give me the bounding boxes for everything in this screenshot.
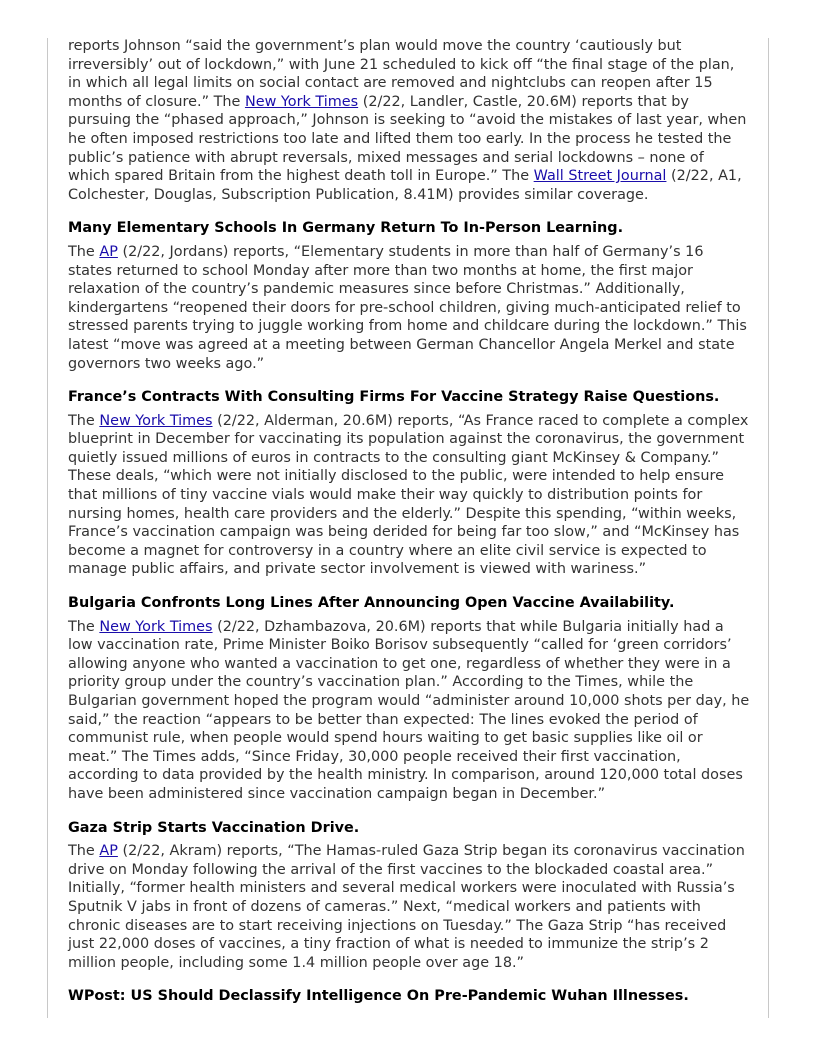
article-headline: WPost: US Should Declassify Intelligence On Pre-Pandemic Wuhan Illnesses. <box>68 988 689 1005</box>
source-link[interactable]: New York Times <box>99 412 213 429</box>
newsletter-content <box>68 37 750 1011</box>
wall-street-journal-link[interactable]: Wall Street Journal <box>533 168 667 185</box>
article-body: The AP (2/22, Jordans) reports, “Elementary students in more than half of Germany’s 16 states returned to school Monday after more than two months at home, the first major relaxation of the country’s pandemic measures since before Christmas.” Additionally, kindergartens “reopened their doors for pre-school children, giving much-anticipated relief to stressed parents trying to juggle working from home and childcare during the lockdown.” This latest “move was agreed at a meeting between German Chancellor Angela Merkel and state governors two weeks ago.” <box>68 243 747 372</box>
source-link[interactable]: New York Times <box>99 618 213 635</box>
intro-paragraph: reports Johnson “said the government’s plan would move the country ‘cautiously but irreversibly’ out of lockdown,” with June 21 scheduled to kick off “the final stage of the plan, in which all legal limits on social contact are removed and nightclubs can reopen after 15 months of closure.” The New York Times (2/22, Landler, Castle, 20.6M) reports that by pursuing the “phased approach,” Johnson is seeking to “avoid the mistakes of last year, when he often imposed restrictions too late and lifted them too early. In the process he tested the public’s patience with abrupt reversals, mixed messages and serial lockdowns – none of which spared Britain from the highest death toll in Europe.” The Wall Street Journal (2/22, A1, Colchester, Douglas, Subscription Publication, 8.41M) provides similar coverage. <box>68 38 747 203</box>
article-headline: Gaza Strip Starts Vaccination Drive. <box>68 819 360 836</box>
source-link[interactable]: AP <box>99 843 118 860</box>
article-headline: Many Elementary Schools In Germany Return To In-Person Learning. <box>68 220 624 237</box>
left-margin-rule <box>47 38 48 1018</box>
article-body: The AP (2/22, Akram) reports, “The Hamas-ruled Gaza Strip began its coronavirus vaccination drive on Monday following the arrival of the first vaccines to the blockaded coastal area.” Initially, “former health ministers and several medical workers were inoculated with Russia’s Sputnik V jabs in front of dozens of cameras.” Next, “medical workers and patients with chronic diseases are to start receiving injections on Tuesday.” The Gaza Strip “has received just 22,000 doses of vaccines, a tiny fraction of what is needed to immunize the strip’s 2 million people, including some 1.4 million people over age 18.” <box>68 843 745 971</box>
new-york-times-link[interactable]: New York Times <box>244 93 359 110</box>
source-link[interactable]: AP <box>99 243 118 260</box>
article-headline: Bulgaria Confronts Long Lines After Announcing Open Vaccine Availability. <box>68 595 675 612</box>
right-margin-rule <box>768 38 769 1018</box>
article-body: The New York Times (2/22, Dzhambazova, 20.6M) reports that while Bulgaria initially had a low vaccination rate, Prime Minister Boiko Borisov subsequently “called for ‘green corridors’ allowing anyone who wanted a vaccination to get one, regardless of whether they were in a priority group under the country’s vaccination plan.” According to the Times, while the Bulgarian government hoped the program would “administer around 10,000 shots per day, he said,” the reaction “appears to be better than expected: The lines evoked the period of communist rule, when people would spend hours waiting to get basic supplies like oil or meat.” The Times adds, “Since Friday, 30,000 people received their first vaccination, according to data provided by the health ministry. In comparison, around 120,000 total doses have been administered since vaccination campaign began in December.” <box>68 618 750 802</box>
article-headline: France’s Contracts With Consulting Firms For Vaccine Strategy Raise Questions. <box>68 389 720 406</box>
article-body: The New York Times (2/22, Alderman, 20.6M) reports, “As France raced to complete a complex blueprint in December for vaccinating its population against the coronavirus, the government quietly issued millions of euros in contracts to the consulting giant McKinsey & Company.” These deals, “which were not initially disclosed to the public, were intended to help ensure that millions of tiny vaccine vials would make their way quickly to distribution points for nursing homes, health care providers and the elderly.” Despite this spending, “within weeks, France’s vaccination campaign was being derided for being far too slow,” and “McKinsey has become a magnet for controversy in a country where an elite civil service is expected to manage public affairs, and private sector involvement is viewed with wariness.” <box>68 412 749 578</box>
